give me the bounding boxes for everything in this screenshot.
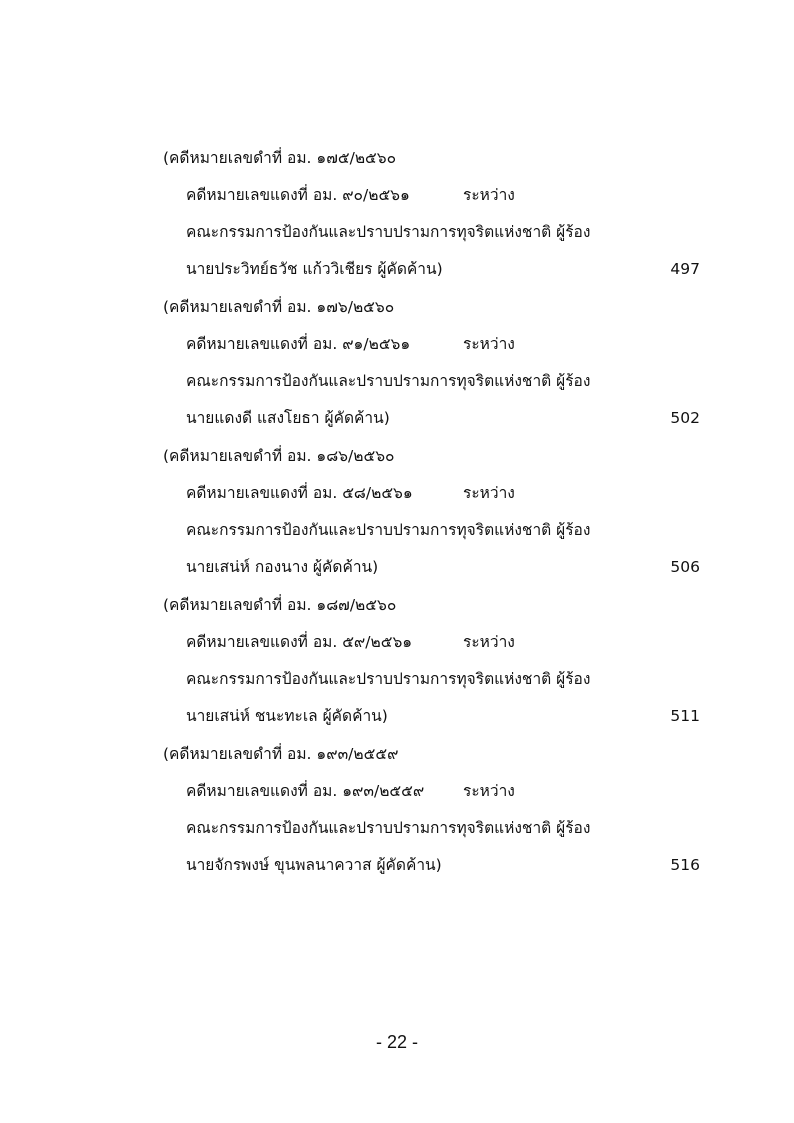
between-label: ระหว่าง	[463, 782, 515, 800]
defendant-line: นายประวิทย์ธวัช แก้ววิเชียร ผู้คัดค้าน)	[186, 260, 443, 278]
red-case-number: คดีหมายเลขแดงที่ อม. ๑๙๓/๒๕๕๙	[186, 782, 425, 800]
between-label: ระหว่าง	[463, 335, 515, 353]
plaintiff-line: คณะกรรมการป้องกันและปราบปรามการทุจริตแห่งชาติ ผู้ร้อง	[186, 223, 591, 241]
defendant-line: นายจักรพงษ์ ขุนพลนาควาส ผู้คัดค้าน)	[186, 856, 442, 874]
page-reference: 497	[670, 260, 700, 278]
black-case-number: (คดีหมายเลขดำที่ อม. ๑๙๓/๒๕๕๙	[163, 745, 399, 763]
page-reference: 511	[670, 707, 700, 725]
red-case-number: คดีหมายเลขแดงที่ อม. ๕๘/๒๕๖๑	[186, 484, 413, 502]
plaintiff-line: คณะกรรมการป้องกันและปราบปรามการทุจริตแห่งชาติ ผู้ร้อง	[186, 372, 591, 390]
defendant-line: นายเสน่ห์ กองนาง ผู้คัดค้าน)	[186, 558, 379, 576]
plaintiff-line: คณะกรรมการป้องกันและปราบปรามการทุจริตแห่งชาติ ผู้ร้อง	[186, 670, 591, 688]
red-case-number: คดีหมายเลขแดงที่ อม. ๕๙/๒๕๖๑	[186, 633, 413, 651]
page-reference: 502	[670, 409, 700, 427]
red-case-number: คดีหมายเลขแดงที่ อม. ๙๐/๒๕๖๑	[186, 186, 410, 204]
between-label: ระหว่าง	[463, 484, 515, 502]
between-label: ระหว่าง	[463, 633, 515, 651]
page-reference: 516	[670, 856, 700, 874]
black-case-number: (คดีหมายเลขดำที่ อม. ๑๗๕/๒๕๖๐	[163, 149, 397, 167]
black-case-number: (คดีหมายเลขดำที่ อม. ๑๗๖/๒๕๖๐	[163, 298, 395, 316]
defendant-line: นายแดงดี แสงโยธา ผู้คัดค้าน)	[186, 409, 390, 427]
red-case-number: คดีหมายเลขแดงที่ อม. ๙๑/๒๕๖๑	[186, 335, 411, 353]
plaintiff-line: คณะกรรมการป้องกันและปราบปรามการทุจริตแห่งชาติ ผู้ร้อง	[186, 521, 591, 539]
page-reference: 506	[670, 558, 700, 576]
plaintiff-line: คณะกรรมการป้องกันและปราบปรามการทุจริตแห่งชาติ ผู้ร้อง	[186, 819, 591, 837]
black-case-number: (คดีหมายเลขดำที่ อม. ๑๘๖/๒๕๖๐	[163, 447, 395, 465]
black-case-number: (คดีหมายเลขดำที่ อม. ๑๘๗/๒๕๖๐	[163, 596, 397, 614]
between-label: ระหว่าง	[463, 186, 515, 204]
page-number: - 22 -	[375, 1032, 418, 1052]
defendant-line: นายเสน่ห์ ชนะทะเล ผู้คัดค้าน)	[186, 707, 388, 725]
